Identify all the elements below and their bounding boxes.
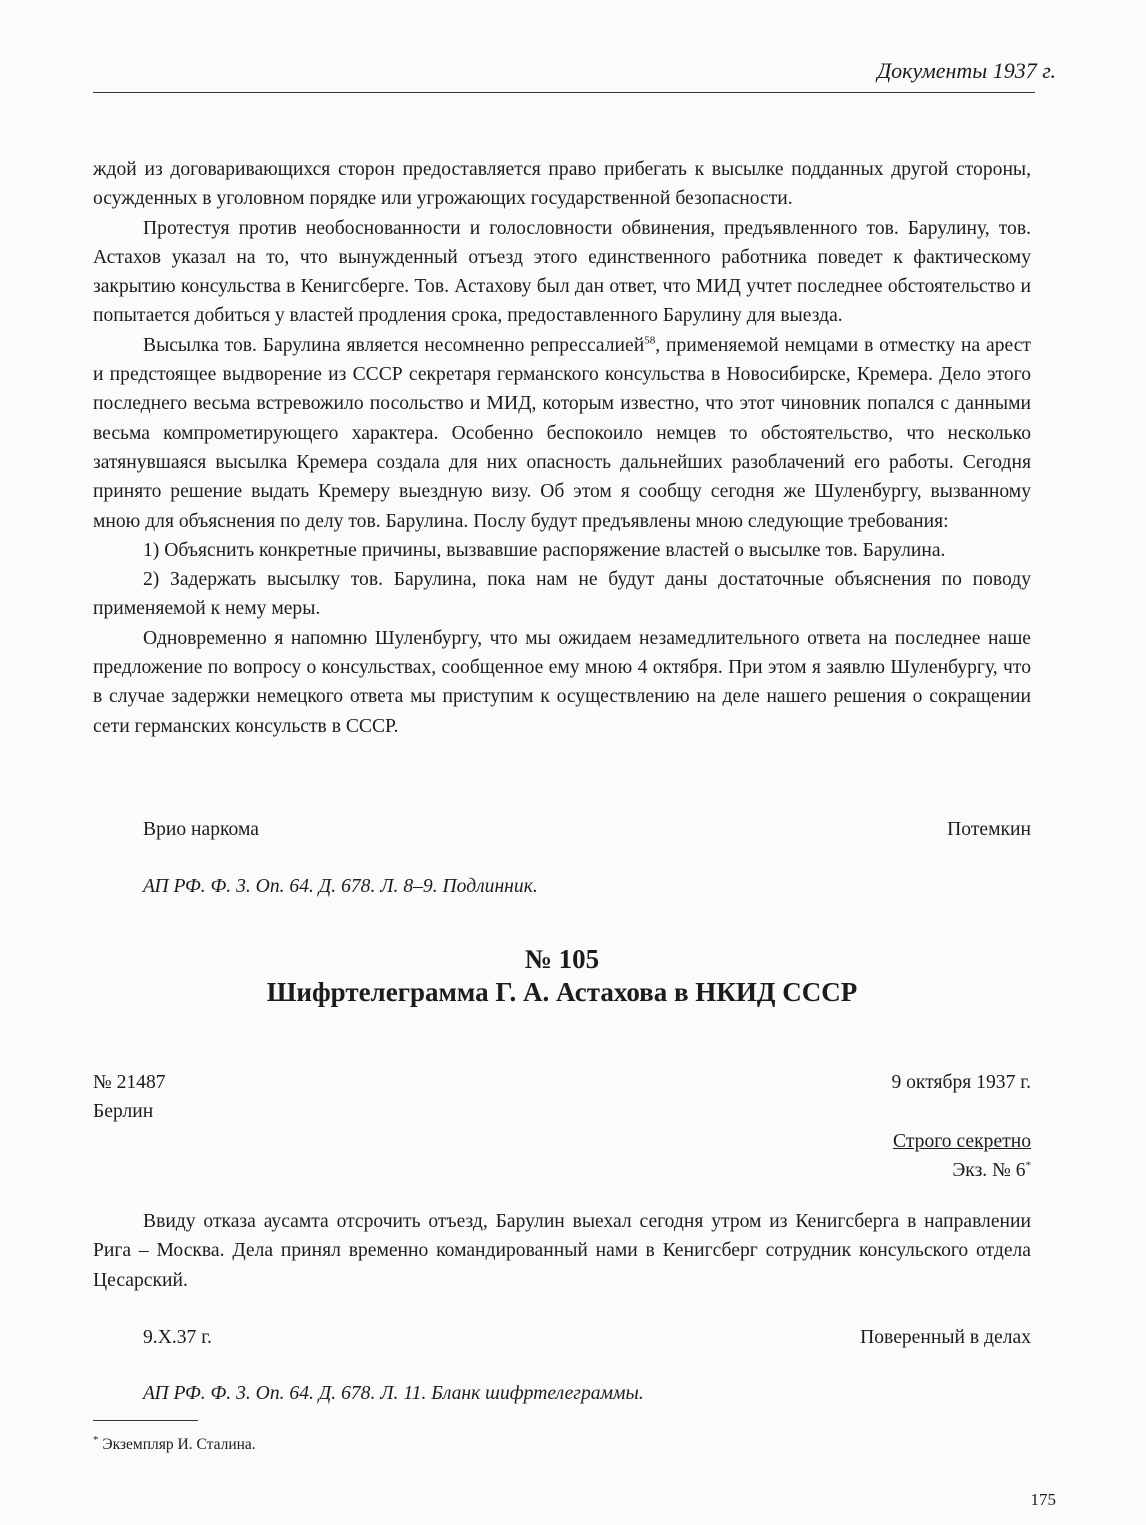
page-number: 175 [1030, 1490, 1056, 1509]
footnote-ref: * [1025, 1159, 1031, 1172]
document-meta [93, 1068, 1031, 1185]
signature-position: Врио наркома [143, 819, 259, 840]
footnote-mark: * [93, 1433, 99, 1446]
document-heading [93, 945, 1031, 1008]
paragraph: ждой из договаривающихся сторон предоставляется право прибегать к высылке подданных другой стороны, осужденных в уголовном порядке или угрожающих государственной безопасности. [93, 159, 1031, 210]
document-place: Берлин [93, 1101, 154, 1123]
archive-source: АП РФ. Ф. 3. Оп. 64. Д. 678. Л. 8–9. Подлинник. [143, 876, 538, 898]
previous-document-text [93, 155, 1031, 741]
document-body [93, 1207, 1031, 1408]
secrecy-label: Строго секретно [893, 1130, 1031, 1152]
document-number: № 105 [524, 944, 600, 974]
footnote-text: Экземпляр И. Сталина. [102, 1436, 256, 1453]
paragraph-text: , применяемой немцами в отместку на арест и предстоящее выдворение из СССР секретаря германского консульства в Новосибирске, Кремера. Дело этого последнего весьма встревожило посольство и МИД, которым известно, что этот чиновник попался с данными весьма компрометирующего характера. Особенно беспокоило немцев то обстоятельство, что несколько затянувшаяся высылка Кремера создала для них опасность дальнейших разоблачений его работы. Сегодня принято решение выдать Кремеру выездную визу. Об этом я сообщу сегодня же Шуленбургу, вызванному мною для объяснения по делу тов. Барулина. Послу будут предъявлены мною следующие требования: [93, 334, 1031, 532]
running-header: Документы 1937 г. [877, 58, 1056, 83]
sign-position: Поверенный в делах [860, 1326, 1031, 1348]
paragraph: Одновременно я напомню Шуленбургу, что мы ожидаем незамедлительного ответа на последнее наше предложение по вопросу о консульствах, сообщенное ему мною 4 октября. При этом я заявлю Шуленбургу, что в случае задержки немецкого ответа мы приступим к осуществлению на деле нашего решения о сокращении сети германских консульств в СССР. [93, 627, 1031, 737]
registration-number: № 21487 [93, 1072, 166, 1093]
paragraph-text: Высылка тов. Барулина является несомненно репрессалией [143, 334, 645, 356]
document-title: Шифртелеграмма Г. А. Астахова в НКИД СССР [266, 977, 858, 1008]
copy-label: Экз. № 6 [952, 1159, 1026, 1181]
list-item: 1) Объяснить конкретные причины, вызвавшие распоряжение властей о высылке тов. Барулина. [143, 539, 946, 561]
archive-source: АП РФ. Ф. 3. Оп. 64. Д. 678. Л. 11. Бланк шифртелеграммы. [143, 1383, 644, 1405]
footnote-rule [93, 1420, 198, 1421]
signature-name: Потемкин [947, 819, 1031, 840]
signature-block [93, 815, 1031, 902]
sign-date: 9.X.37 г. [143, 1326, 212, 1348]
paragraph: Протестуя против необоснованности и голословности обвинения, предъявленного тов. Барулину, тов. Астахов указал на то, что вынужденный отъезд этого единственного работника поведет к фактическому закрытию консульства в Кенигсберге. Тов. Астахову был дан ответ, что МИД учтет последнее обстоятельство и попытается добиться у властей продления срока, предоставленного Барулину для выезда. [93, 217, 1031, 327]
paragraph: Ввиду отказа аусамта отсрочить отъезд, Барулин выехал сегодня утром из Кенигсберга в направлении Рига – Москва. Дела принял временно командированный нами в Кенигсберг сотрудник консульского отдела Цесарский. [93, 1211, 1031, 1291]
header-rule [93, 92, 1035, 93]
document-date: 9 октября 1937 г. [891, 1072, 1031, 1093]
footnote-ref: 58 [644, 334, 656, 347]
footnote [93, 1433, 256, 1454]
paragraph [93, 331, 1031, 536]
list-item: 2) Задержать высылку тов. Барулина, пока нам не будут даны достаточные объяснения по поводу применяемой к нему меры. [93, 569, 1031, 620]
